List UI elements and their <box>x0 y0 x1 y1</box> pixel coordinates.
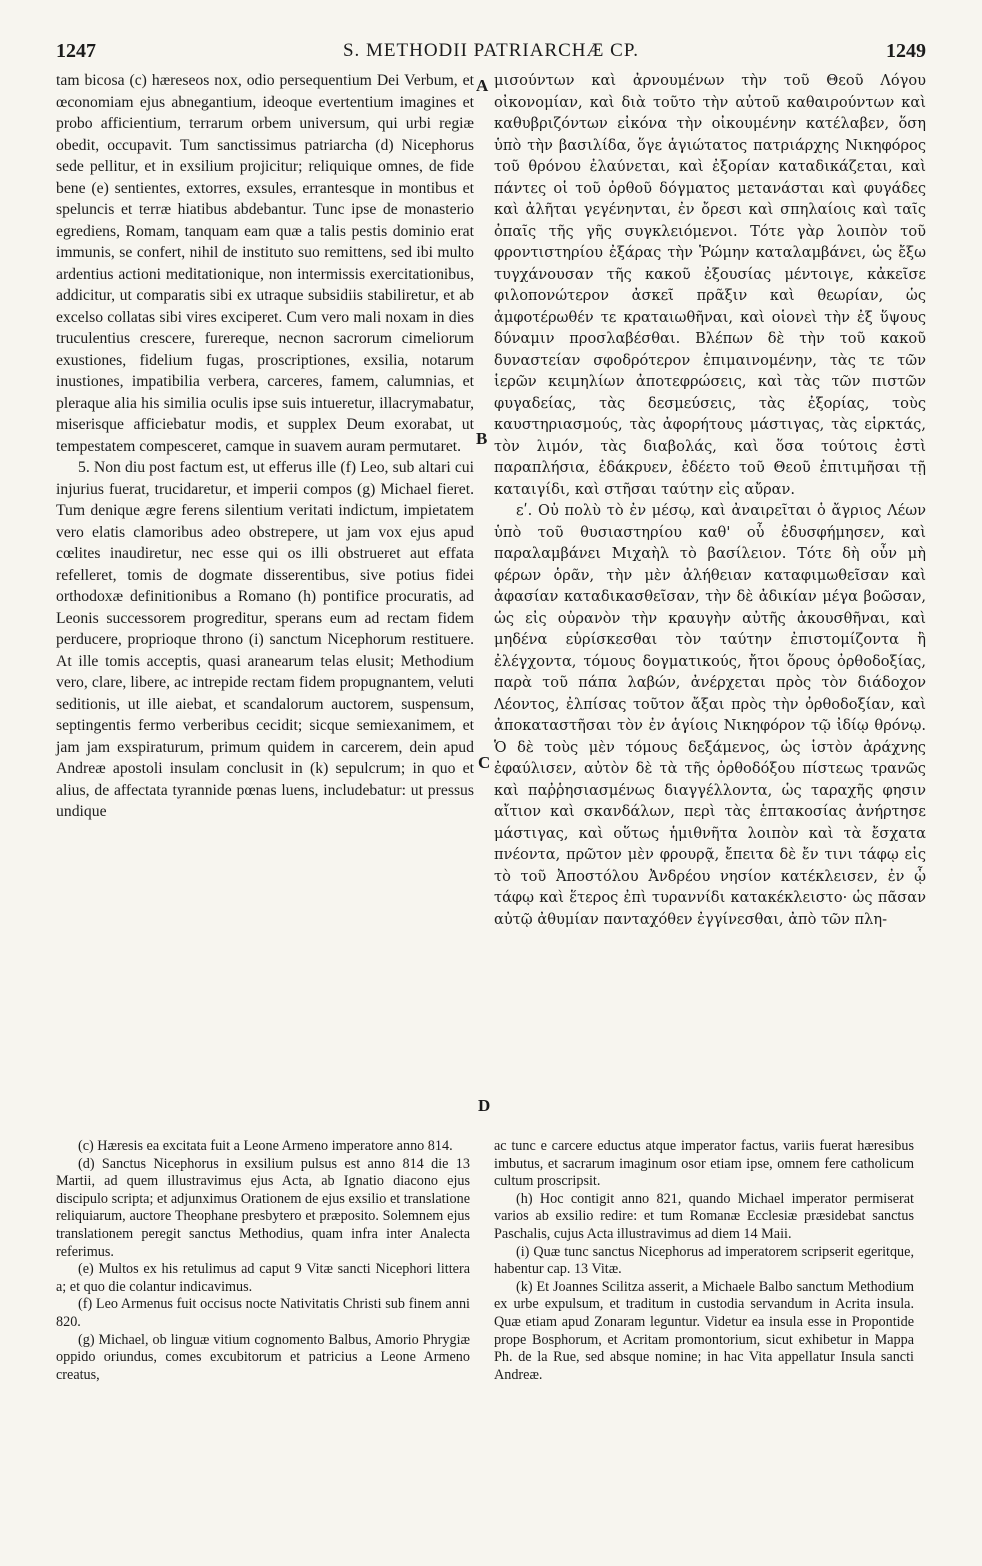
section-marker-b: B <box>476 429 488 448</box>
latin-column <box>56 70 474 823</box>
section-marker-c: C <box>478 753 491 772</box>
page-number-left: 1247 <box>56 40 96 62</box>
footnote-e: (e) Multos ex his retulimus ad caput 9 Vitæ sancti Nicephori littera a; et quo die colantur indicavimus. <box>56 1261 470 1295</box>
section-marker-a: A <box>476 76 489 95</box>
footnote-d: (d) Sanctus Nicephorus in exsilium pulsus est anno 814 die 13 Martii, ad quem illustravimus ejus Acta, ab Ignatio diacono ejus discipulo scripta; et adjunximus Orationem de ejus exsilio et translatione reliquiarum, auctore Theophane presbytero et præposito. Solemnem ejus translationem peregit sanctus Methodius, quam infra inter Analecta referimus. <box>56 1155 470 1260</box>
footnote-f: (f) Leo Armenus fuit occisus nocte Nativitatis Christi sub finem anni 820. <box>56 1296 470 1330</box>
footnotes-right <box>494 1138 914 1384</box>
page-number-right: 1249 <box>886 40 926 62</box>
footnote-h: (h) Hoc contigit anno 821, quando Michael imperator permiserat varios ab exsilio redire: et tum Romanæ Ecclesiæ præsidebat sanctus Paschalis, cujus Acta illustravimus ad diem 14 Maii. <box>494 1190 914 1242</box>
greek-paragraph-1: μισούντων καὶ ἀρνουμένων τὴν τοῦ Θεοῦ Λόγου οἰκονομίαν, καὶ διὰ τοῦτο τὴν αὐτοῦ καθαιρούντων καὶ καθυβριζόντων εἰκόνα τὴν οἰκουμένην κατέλαβεν, ὅση ὑπὸ τὴν βασιλίδα, ὅγε ἁγιώτατος πατριάρχης Νικηφόρος τοῦ θρόνου ἐλαύνεται, καὶ ἐξορίαν καταδικάζεται, καὶ πάντες οἱ τοῦ ὀρθοῦ δόγματος μετανάσται καὶ φυγάδες καὶ ἀλῆται γεγένηνται, ἐν ὄρεσι καὶ σπηλαίοις καὶ ταῖς ὀπαῖς τῆς γῆς συγκλειόμενοι. Τότε γὰρ λοιπὸν τοῦ φροντιστηρίου ἐξάρας τὴν Ῥώμην καταλαμβάνει, ὡς ἔξω τυγχάνουσαν τῆς κακοῦ ἐξουσίας μέντοιγε, κἀκεῖσε φιλοπονώτερον ἀσκεῖ πρᾶξιν καὶ θεωρίαν, ὡς ἀμφοτέρωθέν τε κραταιωθῆναι, καὶ οἱονεὶ τὴν ἐξ ὕψους δύναμιν προσλαβέσθαι. Βλέπων δὲ τὴν τοῦ κακοῦ δυναστείαν σφοδρότερον ἐπιμαινομένην, τὰς τε τῶν ἱερῶν κειμηλίων ἀποτεφρώσεις, καὶ τὰς τῶν πιστῶν φυγαδείας, τὰς δεσμεύσεις, τὰς ἐξορίας, τοὺς καυστηριασμούς, τὰς ἀφορήτους μάστιγας, τὰς εἱρκτάς, τὸν λιμόν, τὰς διαβολάς, καὶ ὅσα τούτοις ἐστὶ παραπλήσια, ἐδάκρυεν, ἐδέετο τοῦ Θεοῦ ἐπιτιμῆσαι τῇ καταιγίδι, καὶ στῆσαι ταύτην εἰς αὔραν. <box>494 72 926 498</box>
running-title: S. METHODII PATRIARCHÆ CP. <box>342 40 640 61</box>
footnote-k: (k) Et Joannes Scilitza asserit, a Michaele Balbo sanctum Methodium ex urbe expulsum, et traditum in custodia servandum in Acrita insula. Quæ etiam apud Zonaram leguntur. Videtur ea insula esse in Propontide prope Bosphorum, et Acritam promontorium, sicut exhibetur in Mappa Ph. de la Rue, sed absque nomine; in hac Vita appellatur Insula sancti Andreæ. <box>494 1278 914 1383</box>
footnote-g-continued: ac tunc e carcere eductus atque imperator factus, variis fuerat hæresibus imbutus, et sacrarum imaginum osor etiam ipse, omnem fere catholicum cultum proscripsit. <box>494 1138 914 1190</box>
footnotes-left <box>56 1138 470 1384</box>
latin-paragraph-1: tam bicosa (c) hæreseos nox, odio persequentium Dei Verbum, et œconomiam ejus abnegantium, ideoque evertentium imagines et probo afficientium, terrarum orbem universum, qui urbi regiæ obedit, occupavit. Tum sanctissimus patriarcha (d) Nicephorus sede pellitur, et in exsilium projicitur; reliquique omnes, de fide bene (e) sentientes, extorres, exsules, errantesque in montibus et speluncis et terræ hiatibus abdebantur. Tunc ipse de monasterio egrediens, Romam, tanquam eam quæ a talis pestis dominio erat immunis, se confert, nihil de instituto suo remittens, sed ibi multo ardentius actioni meditationique, non intermissis exercitationibus, addicitur, ut comparatis sibi ex utraque subsidiis stabiliretur, et ab excelso collatas sibi vires exciperet. Cum vero mali noxam in dies truculentius crescere, furereque, necnon sacrorum cimeliorum exustiones, fidelium fugas, proscriptiones, exsilia, notarum inustiones, impatibilia verbera, carceres, famem, calumnias, et pleraque alia his similia oculis ipse suis intueretur, illacrymabatur, miserisque afficiebatur modis, et supplex Deum exorabat, ut tempestatem compesceret, camque in suavem auram permutaret. <box>56 72 474 455</box>
footnote-c: (c) Hæresis ea excitata fuit a Leone Armeno imperatore anno 814. <box>78 1138 453 1154</box>
greek-column <box>494 70 926 930</box>
latin-paragraph-2: 5. Non diu post factum est, ut efferus ille (f) Leo, sub altari cui injurius fuerat, trucidaretur, et imperii compos (g) Michael fieret. Tum denique ægre ferens silentium veritati indictum, impietatem vero elatis clamoribus adeo obstrepere, ut jam vox ejus apud cœlites inaudiretur, nec esse qui os illi obstrueret aut effata refelleret, tomis de dogmate disserentibus, sive potius fidei orthodoxæ definitionibus a Romano (h) pontifice procuratis, ad Leonis successorem progreditur, sperans eum ad rectam fidem perducere, proprioque throno (i) sanctum Nicephorum restituere. At ille tomis acceptis, quasi aranearum telas elusit; Methodium vero, clare, libere, ac intrepide rectam fidem propugnantem, veluti seditionis, ut ille aiebat, et scandalorum auctorem, suspensum, septingentis fermo verberibus cecidit; sicque semiexanimem, et jam jam exspiraturum, primum quidem in carcerem, dein apud Andreæ apostoli insulam conclusit in (k) sepulcrum; in quo et alius, de affectata tyrannide pœnas luens, includebatur: ut pressus undique <box>56 459 474 820</box>
greek-paragraph-2: εʹ. Οὐ πολὺ τὸ ἐν μέσῳ, καὶ ἀναιρεῖται ὁ ἄγριος Λέων ὑπὸ τοῦ θυσιαστηρίου καθ' οὗ ἐδυσφήμησεν, καὶ παραλαμβάνει Μιχαὴλ τὸ βασίλειον. Τότε δὴ οὖν μὴ φέρων ὁρᾶν, τὴν μὲν ἀλήθειαν καταφιμωθεῖσαν καὶ ἀφασίαν καταδικασθεῖσαν, τὴν δὲ ἀδικίαν μέγα βοῶσαν, ὡς εἰς οὐρανὸν τὴν κραυγὴν αὐτῆς ἀκουσθῆναι, καὶ μηδένα εὑρίσκεσθαι τὸν ταύτην ἐπιστομίζοντα ἢ ἐλέγχοντα, τόμους δογματικούς, ἤτοι ὅρους ὀρθοδοξίας, παρὰ τοῦ πάπα λαβών, ἀνέρχεται πρὸς τὸν διάδοχον Λέοντος, ἐλπίσας τοῦτον ἄξαι πρὸς τὴν ὀρθοδοξίαν, καὶ ἀποκαταστῆσαι τὸν ἐν ἁγίοις Νικηφόρον τῷ ἰδίῳ θρόνῳ. Ὁ δὲ τοὺς μὲν τόμους δεξάμενος, ὡς ἱστὸν ἀράχνης ἐφαύλισεν, αὐτὸν δὲ τὰ τῆς ὀρθοδόξου πίστεως τρανῶς καὶ παῤῥησιασμένως διαγγέλλοντα, ὡς ταραχῆς φησιν αἴτιον καὶ σκανδάλων, περὶ τὰς ἑπτακοσίας ἀνήρτησε μάστιγας, καὶ οὕτως ἡμιθνῆτα λοιπὸν καὶ τὰ ἔσχατα πνέοντα, πρῶτον μὲν φρουρᾷ, ἔπειτα δὲ ἔν τινι τάφῳ εἰς τὸ τοῦ Ἀποστόλου Ἀνδρέου νησίον κατέκλεισεν, ἐν ᾧ τάφῳ καὶ ἕτερος ἐπὶ τυραννίδι κατακέκλειστο· ὡς πᾶσαν αὐτῷ ἀθυμίαν πανταχόθεν ἐγγίνεσθαι, ἀπὸ τῶν πλη- <box>494 502 926 928</box>
page-header <box>56 40 926 68</box>
footnote-i: (i) Quæ tunc sanctus Nicephorus ad imperatorem scripserit egeritque, habentur cap. 13 Vitæ. <box>494 1243 914 1278</box>
footnote-g: (g) Michael, ob linguæ vitium cognomento Balbus, Amorio Phrygiæ oppido oriundus, comes excubitorum et patricius a Leone Armeno creatus, <box>56 1331 470 1383</box>
section-marker-d: D <box>478 1096 491 1115</box>
